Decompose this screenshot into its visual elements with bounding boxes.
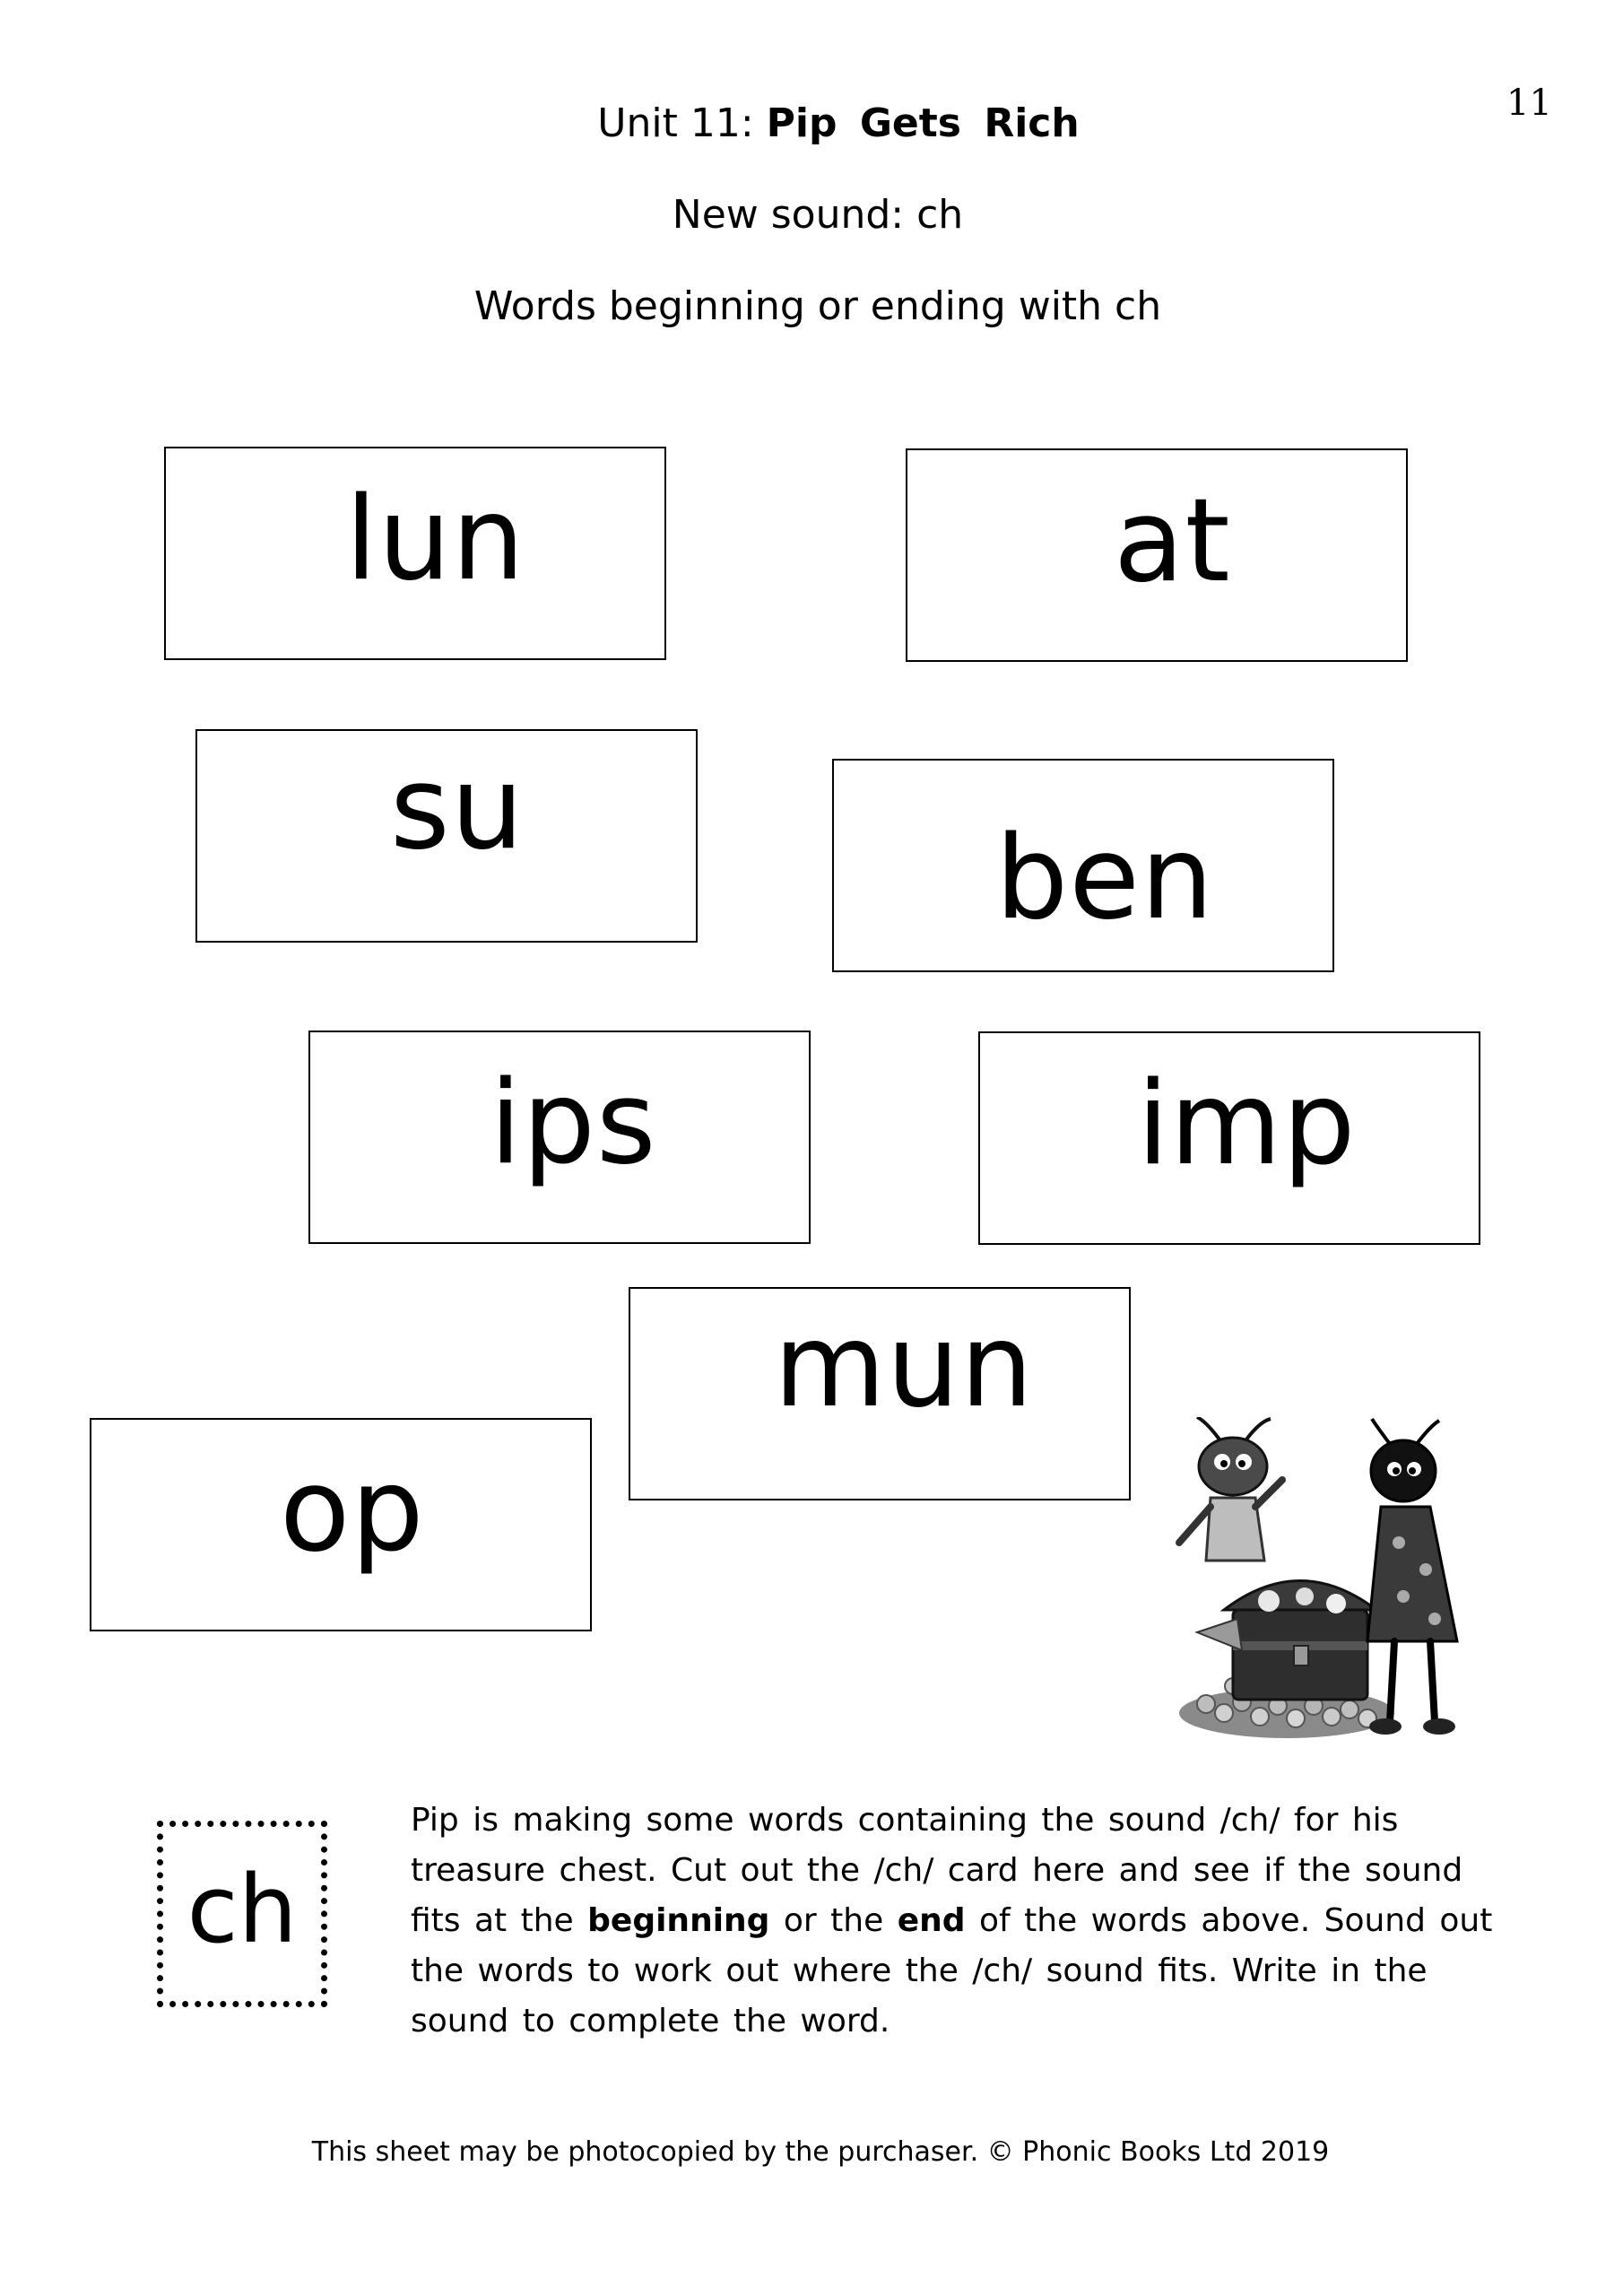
- word-card-text: op: [280, 1444, 425, 1578]
- subtitle: Words beginning or ending with ch: [473, 283, 1162, 329]
- word-card-text: at: [1114, 474, 1231, 608]
- instructions-text: [411, 1796, 1505, 2047]
- instructions-bold-end: end: [897, 1902, 966, 1939]
- word-card-text: ben: [995, 812, 1215, 945]
- pip-ant: [1179, 1417, 1282, 1561]
- word-card-text: lun: [345, 473, 525, 606]
- word-card-text: imp: [1137, 1057, 1357, 1191]
- new-sound-heading: New sound: ch: [672, 192, 964, 238]
- friend-ant: [1367, 1419, 1457, 1735]
- unit-title: [27, 97, 1623, 151]
- instructions-part: of the words above. Sound out the words to work out where the /ch/ sound fits. Write in the sound to complete the word.: [411, 1902, 1493, 2039]
- ch-cutout-card[interactable]: [157, 1821, 327, 2007]
- ants-treasure-chest-illustration: [1170, 1417, 1480, 1753]
- unit-name: Pip Gets Rich: [766, 100, 1080, 146]
- word-card-imp[interactable]: [978, 1031, 1480, 1245]
- word-card-text: su: [390, 742, 525, 875]
- word-card-text: mun: [774, 1300, 1034, 1433]
- word-card-ben[interactable]: [832, 759, 1334, 972]
- word-card-lun[interactable]: [164, 447, 666, 660]
- ch-card-text: ch: [187, 1855, 298, 1964]
- word-card-ips[interactable]: [308, 1031, 811, 1244]
- word-card-op[interactable]: [90, 1418, 592, 1631]
- instructions-bold-beginning: beginning: [587, 1902, 770, 1939]
- word-card-mun[interactable]: [629, 1287, 1131, 1500]
- instructions-part: Pip is making some words containing the sound /ch/ for his treasure chest. Cut out the /ch/ card here and see if the sound fits at the: [411, 1802, 1463, 1939]
- unit-prefix: Unit 11:: [597, 100, 754, 146]
- word-card-text: ips: [490, 1057, 657, 1190]
- instructions-part: or the: [769, 1902, 898, 1939]
- treasure-chest: [1197, 1581, 1376, 1700]
- copyright-footer: This sheet may be photocopied by the purchaser. © Phonic Books Ltd 2019: [311, 2136, 1330, 2168]
- word-card-at[interactable]: [906, 448, 1408, 662]
- page-number: 11: [1506, 83, 1552, 124]
- word-card-su[interactable]: [195, 729, 698, 943]
